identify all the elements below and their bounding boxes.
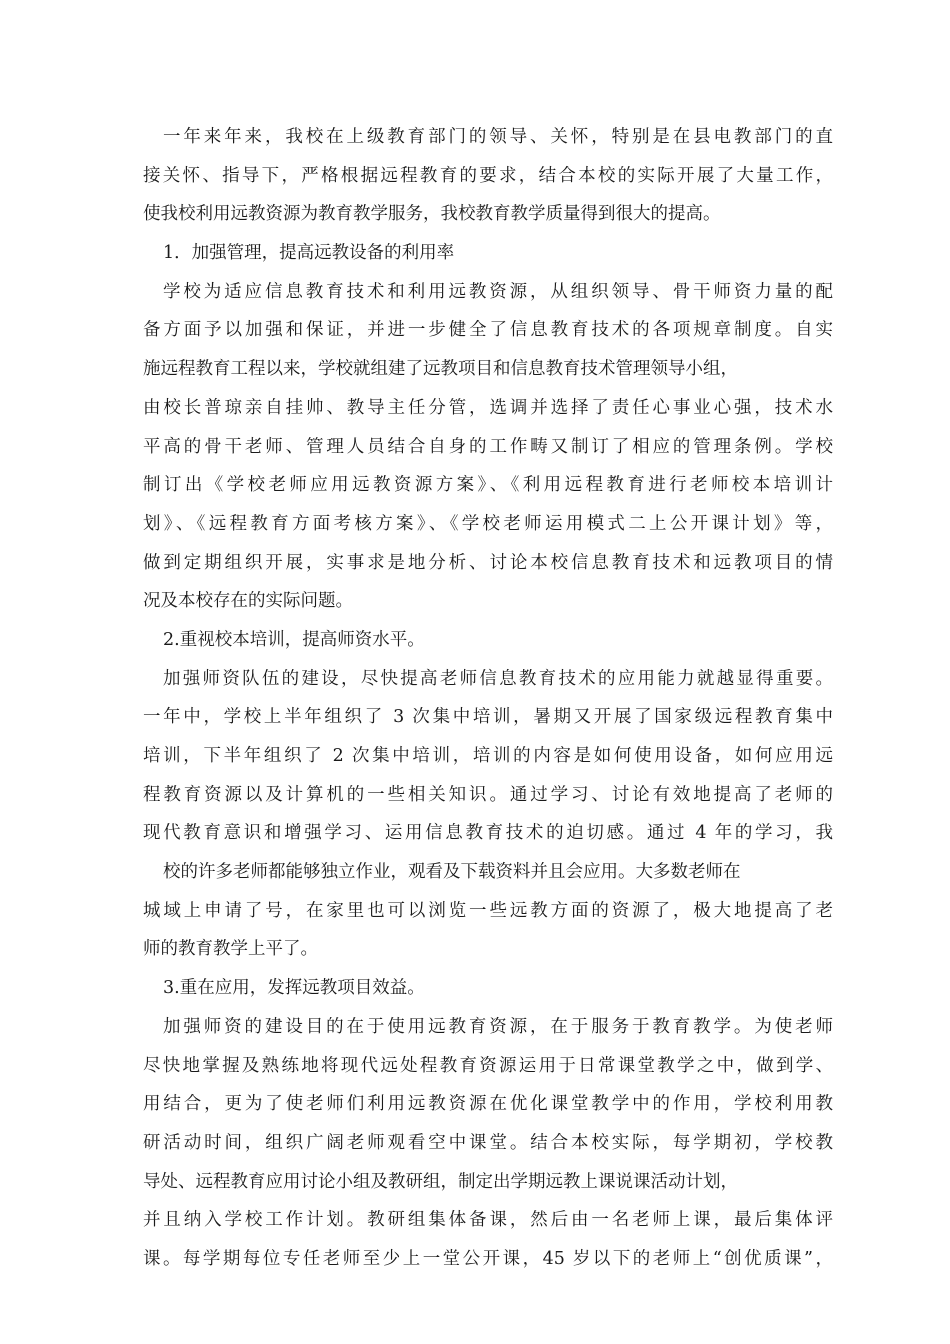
body-line: 并且纳入学校工作计划。教研组集体备课，然后由一名老师上课，最后集体评 — [143, 1210, 833, 1231]
body-line: 导处、远程教育应用讨论小组及教研组，制定出学期远教上课说课活动计划， — [143, 1171, 738, 1192]
body-line: 备方面予以加强和保证，并进一步健全了信息教育技术的各项规章制度。自实 — [143, 320, 833, 341]
body-line: 研活动时间，组织广阔老师观看空中课堂。结合本校实际，每学期初，学校教 — [143, 1132, 833, 1153]
body-line: 加强师资队伍的建设，尽快提高老师信息教育技术的应用能力就越显得重要。 — [163, 668, 833, 689]
body-line: 施远程教育工程以来，学校就组建了远教项目和信息教育技术管理领导小组， — [143, 359, 738, 380]
body-line: 做到定期组织开展，实事求是地分析、讨论本校信息教育技术和远教项目的情 — [143, 552, 833, 573]
body-line: 用结合，更为了使老师们利用远教资源在优化课堂教学中的作用，学校利用教 — [143, 1094, 833, 1115]
body-line: 使我校利用远教资源为教育教学服务，我校教育教学质量得到很大的提高。 — [143, 204, 721, 225]
body-line: 课。每学期每位专任老师至少上一堂公开课，45 岁以下的老师上“创优质课”， — [143, 1248, 833, 1269]
body-line: 学校为适应信息教育技术和利用远教资源，从组织领导、骨干师资力量的配 — [163, 281, 833, 302]
body-line: 校的许多老师都能够独立作业，观看及下载资料并且会应用。大多数老师在 — [163, 862, 741, 883]
body-line: 培训，下半年组织了 2 次集中培训，培训的内容是如何使用设备，如何应用远 — [143, 746, 833, 766]
body-line: 一年中，学校上半年组织了 3 次集中培训，暑期又开展了国家级远程教育集中 — [143, 707, 833, 728]
body-line: 平高的骨干老师、管理人员结合自身的工作畴又制订了相应的管理条例。学校 — [143, 436, 833, 457]
body-line: 制订出《学校老师应用远教资源方案》、《利用远程教育进行老师校本培训计 — [143, 475, 833, 496]
body-line: 师的教育教学上平了。 — [143, 939, 318, 960]
body-line: 一年来年来，我校在上级教育部门的领导、关怀，特别是在县电教部门的直 — [163, 127, 833, 147]
body-line: 现代教育意识和增强学习、运用信息教育技术的迫切感。通过 4 年的学习，我 — [143, 823, 833, 844]
document-body — [143, 118, 833, 1279]
section-heading-3: 3.重在应用，发挥远教项目效益。 — [163, 978, 425, 999]
body-line: 加强师资的建设目的在于使用远教育资源，在于服务于教育教学。为使老师 — [163, 1016, 833, 1037]
body-line: 由校长普琼亲自挂帅、教导主任分管，选调并选择了责任心事业心强，技术水 — [143, 397, 833, 418]
body-line: 城域上申请了号，在家里也可以浏览一些远教方面的资源了，极大地提高了老 — [143, 900, 833, 921]
body-line: 尽快地掌握及熟练地将现代远处程教育资源运用于日常课堂教学之中，做到学、 — [143, 1055, 833, 1076]
body-line: 况及本校存在的实际问题。 — [143, 591, 353, 612]
body-line: 程教育资源以及计算机的一些相关知识。通过学习、讨论有效地提高了老师的 — [143, 784, 833, 805]
body-line: 接关怀、指导下，严格根据远程教育的要求，结合本校的实际开展了大量工作， — [143, 165, 833, 186]
section-heading-2: 2.重视校本培训，提高师资水平。 — [163, 629, 425, 650]
section-heading-1: 1．加强管理，提高远教设备的利用率 — [163, 243, 455, 264]
body-line: 划》、《远程教育方面考核方案》、《学校老师运用模式二上公开课计划》等， — [143, 513, 833, 534]
